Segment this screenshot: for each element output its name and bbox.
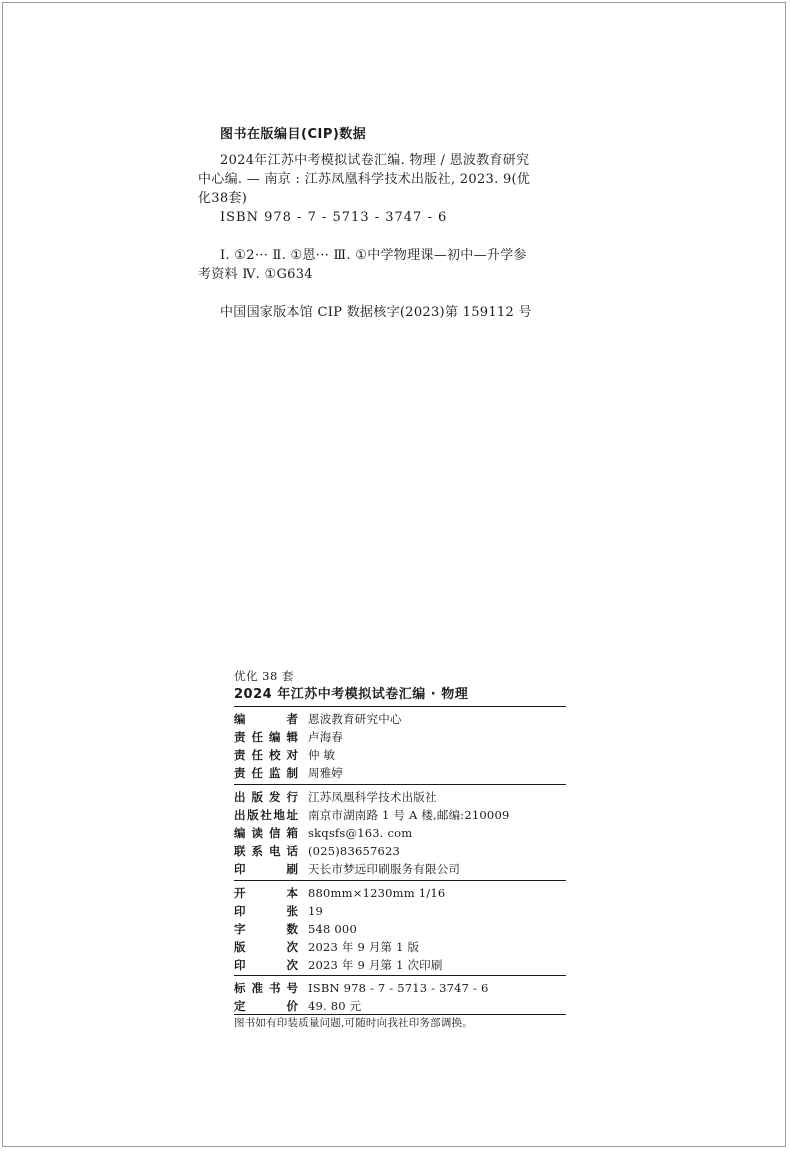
colophon-row — [234, 979, 566, 997]
row-value: 周雅婷 — [308, 766, 344, 780]
colophon-row — [234, 728, 566, 746]
row-label: 标准书号 — [234, 981, 298, 995]
cip-classification: Ⅰ. ①2··· Ⅱ. ①恩··· Ⅲ. ①中学物理课—初中—升学参考资料 Ⅳ. ①G634 — [198, 248, 527, 282]
colophon-row — [234, 938, 566, 956]
row-label: 责任监制 — [234, 766, 298, 780]
row-value: 2023 年 9 月第 1 次印刷 — [308, 958, 443, 972]
colophon-row — [234, 788, 566, 806]
row-value: 2023 年 9 月第 1 版 — [308, 940, 420, 954]
row-label: 印张 — [234, 904, 298, 918]
colophon-row — [234, 920, 566, 938]
cip-isbn: ISBN 978 - 7 - 5713 - 3747 - 6 — [220, 210, 448, 225]
row-value: 卢海春 — [308, 730, 344, 744]
row-value: 49. 80 元 — [308, 999, 362, 1013]
divider-rule — [234, 975, 566, 976]
row-label: 印次 — [234, 958, 298, 972]
row-label: 字数 — [234, 922, 298, 936]
colophon-row — [234, 956, 566, 974]
divider-rule — [234, 784, 566, 785]
row-value: 恩波教育研究中心 — [308, 712, 402, 726]
colophon-row — [234, 746, 566, 764]
row-value: 548 000 — [308, 922, 357, 936]
row-label: 编读信箱 — [234, 826, 298, 840]
row-label: 联系电话 — [234, 844, 298, 858]
colophon-row — [234, 884, 566, 902]
row-value: skqsfs@163. com — [308, 826, 413, 840]
cip-heading: 图书在版编目(CIP)数据 — [220, 127, 367, 142]
row-value: 江苏凤凰科学技术出版社 — [308, 790, 437, 804]
row-label: 出版发行 — [234, 790, 298, 804]
cip-verification: 中国国家版本馆 CIP 数据核字(2023)第 159112 号 — [220, 305, 532, 320]
row-label: 编者 — [234, 712, 298, 726]
row-value: 19 — [308, 904, 324, 918]
cip-description: 2024年江苏中考模拟试卷汇编. 物理 / 恩波教育研究中心编. — 南京 : 江苏凤凰科学技术出版社, 2023. 9(优化38套) — [198, 153, 531, 206]
row-value: (025)83657623 — [308, 844, 401, 858]
row-label: 开本 — [234, 886, 298, 900]
credits-group — [234, 710, 566, 782]
row-value: 880mm×1230mm 1/16 — [308, 886, 446, 900]
colophon-row — [234, 902, 566, 920]
quality-note: 图书如有印装质量问题,可随时向我社印务部调换。 — [234, 1017, 473, 1029]
format-group — [234, 884, 566, 974]
colophon-row — [234, 842, 566, 860]
book-title: 2024 年江苏中考模拟试卷汇编 · 物理 — [234, 687, 469, 702]
row-value: ISBN 978 - 7 - 5713 - 3747 - 6 — [308, 981, 489, 995]
row-label: 版次 — [234, 940, 298, 954]
colophon-row — [234, 860, 566, 878]
row-label: 责任校对 — [234, 748, 298, 762]
row-label: 出版社地址 — [234, 808, 298, 822]
colophon-row — [234, 824, 566, 842]
colophon-row — [234, 710, 566, 728]
colophon-row — [234, 764, 566, 782]
row-label: 印刷 — [234, 862, 298, 876]
publisher-group — [234, 788, 566, 878]
row-value: 仲 敏 — [308, 748, 336, 762]
divider-rule — [234, 706, 566, 707]
isbn-price-group — [234, 979, 566, 1015]
row-value: 天长市梦远印刷服务有限公司 — [308, 862, 461, 876]
colophon-row — [234, 997, 566, 1015]
row-value: 南京市湖南路 1 号 A 楼,邮编:210009 — [308, 808, 510, 822]
row-label: 定价 — [234, 999, 298, 1013]
divider-rule — [234, 880, 566, 881]
colophon-row — [234, 806, 566, 824]
row-label: 责任编辑 — [234, 730, 298, 744]
series-name: 优化 38 套 — [234, 669, 294, 683]
